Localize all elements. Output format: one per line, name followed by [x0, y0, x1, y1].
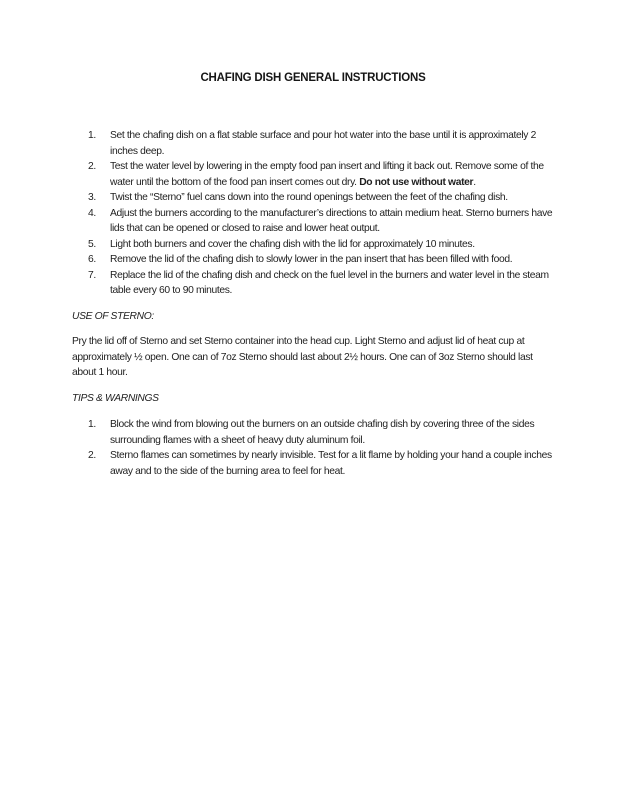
list-item-number: 6.: [88, 254, 96, 265]
list-item-number: 2.: [88, 161, 96, 172]
tips-list: [72, 417, 554, 479]
list-item-text: Remove the lid of the chafing dish to slowly lower in the pan insert that has been filled with food.: [110, 254, 513, 265]
list-item-number: 2.: [88, 450, 96, 461]
list-item-number: 3.: [88, 192, 96, 203]
list-item: [72, 417, 554, 448]
list-item: [72, 128, 554, 159]
list-item-text: Test the water level by lowering in the empty food pan insert and lifting it back out. Remove some of the water until the bottom of the food pan insert comes out dry. Do not use without water.: [110, 161, 544, 188]
use-of-sterno-heading: USE OF STERNO:: [72, 310, 154, 322]
sterno-paragraph: Pry the lid off of Sterno and set Sterno container into the head cup. Light Sterno and adjust lid of heat cup at approximately ½ open. One can of 7oz Sterno should last about 2½ hours. One can of 3oz Sterno should last about 1 hour.: [72, 336, 533, 378]
instructions-list: [72, 128, 554, 299]
list-item: [72, 190, 554, 206]
list-item-number: 7.: [88, 269, 96, 281]
tips-warnings-heading: TIPS & WARNINGS: [72, 392, 159, 404]
list-item: [72, 268, 554, 299]
bold-warning-text: Do not use without water: [359, 176, 474, 188]
list-item: [72, 237, 554, 253]
list-item-text: Sterno flames can sometimes by nearly invisible. Test for a lit flame by holding your hand a couple inches away and to the side of the burning area to feel for heat.: [110, 450, 552, 477]
list-item: [72, 159, 554, 190]
list-item-text: Replace the lid of the chafing dish and check on the fuel level in the burners and water level in the steam table every 60 to 90 minutes.: [110, 269, 549, 296]
list-item: [72, 448, 554, 479]
list-item-text: Block the wind from blowing out the burners on an outside chafing dish by covering three of the sides surrounding flames with a sheet of heavy duty aluminum foil.: [110, 419, 535, 446]
list-item-text: Twist the “Sterno” fuel cans down into the round openings between the feet of the chafing dish.: [110, 192, 508, 203]
list-item-text: Set the chafing dish on a flat stable surface and pour hot water into the base until it is approximately 2 inches deep.: [110, 130, 536, 157]
list-item-number: 5.: [88, 238, 96, 250]
list-item-text: Light both burners and cover the chafing dish with the lid for approximately 10 minutes.: [110, 238, 475, 250]
list-item-number: 1.: [88, 419, 96, 430]
document-title: CHAFING DISH GENERAL INSTRUCTIONS: [200, 72, 426, 84]
list-item-number: 4.: [88, 207, 96, 219]
list-item: [72, 206, 554, 237]
list-item: [72, 252, 554, 268]
list-item-text: Adjust the burners according to the manufacturer’s directions to attain medium heat. Sterno burners have lids that can be opened or closed to raise and lower heat output.: [110, 207, 553, 234]
list-item-number: 1.: [88, 130, 96, 141]
